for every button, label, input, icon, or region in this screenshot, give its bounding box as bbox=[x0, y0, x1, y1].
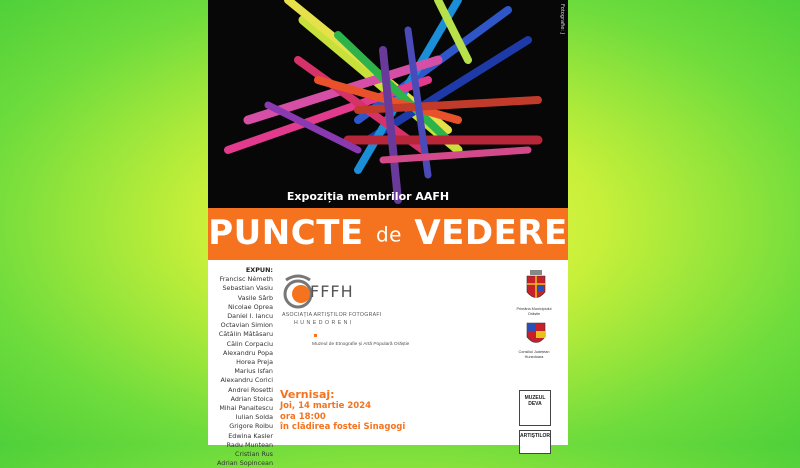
artist-name: Mihai Panaitescu bbox=[219, 404, 273, 413]
title-word-2: VEDERE bbox=[414, 213, 568, 253]
vernisaj-date: Joi, 14 martie 2024 bbox=[280, 401, 372, 411]
pencils-illustration bbox=[208, 0, 568, 208]
artist-name: Radu Muntean bbox=[226, 440, 273, 449]
vernisaj-place: în clădirea fostei Sinagogi bbox=[280, 422, 406, 432]
museum-deva-logo: MUZEUL DEVA bbox=[519, 390, 551, 426]
title-word-1: PUNCTE bbox=[208, 213, 364, 253]
exhibition-subtitle: Expoziția membrilor AAFH bbox=[286, 190, 450, 203]
vernisaj-time: ora 18:00 bbox=[280, 411, 326, 422]
artist-list bbox=[217, 266, 273, 468]
aafh-logo bbox=[280, 270, 390, 340]
artist-name: Alexandru Popa bbox=[223, 348, 273, 357]
sponsor-caption-hunedoara: Consiliul Județean Hunedoara bbox=[518, 350, 550, 359]
colored-pencils-photo bbox=[208, 0, 568, 208]
artist-name: Cristian Rus bbox=[234, 450, 273, 459]
artist-name: Sebastian Vasiu bbox=[222, 284, 273, 293]
artist-name: Daniel I. Iancu bbox=[227, 312, 273, 321]
title-band bbox=[208, 208, 568, 260]
artist-name: Cătălin Mătăsaru bbox=[218, 330, 273, 339]
artist-name: Horea Preja bbox=[236, 358, 273, 367]
title-word-de: de bbox=[375, 222, 402, 247]
vernisaj-block bbox=[280, 388, 405, 433]
artist-name: Edwina Kasler bbox=[228, 431, 273, 440]
artist-name: Vasile Sârb bbox=[237, 293, 273, 302]
artist-name: Grigore Roibu bbox=[229, 422, 273, 431]
artists-logo: ARTIȘTILOR bbox=[519, 430, 551, 454]
vernisaj-label: Vernisaj: bbox=[280, 388, 335, 401]
artist-name: Adrian Stoica bbox=[230, 394, 273, 403]
artist-name: Francisc Németh bbox=[219, 275, 273, 284]
artist-name: Andrei Rosetti bbox=[228, 385, 273, 394]
museum-name: Muzeul de Etnografie și Artă Populară Orăștie bbox=[312, 342, 410, 347]
photo-credit: Fotografie: J bbox=[559, 4, 565, 35]
artist-name: Iulian Solda bbox=[235, 413, 273, 422]
logo-association-name: ASOCIAȚIA ARTIȘTILOR FOTOGRAFI bbox=[282, 312, 382, 318]
artist-name: Nicolae Oprea bbox=[227, 302, 273, 311]
logo-association-region: HUNEDORENI bbox=[294, 320, 354, 326]
artist-name: Călin Corpaciu bbox=[226, 339, 273, 348]
hunedoara-coat-of-arms-icon bbox=[526, 322, 546, 348]
logo-letters: FFFH bbox=[310, 282, 354, 301]
artist-list-heading: EXPUN: bbox=[245, 266, 273, 274]
museum-bullet bbox=[314, 334, 317, 337]
exhibition-title bbox=[208, 213, 568, 253]
artist-name: Alexandru Corici bbox=[220, 376, 273, 385]
orastie-coat-of-arms-icon bbox=[526, 270, 546, 304]
artist-name: Adrian Sopincean bbox=[217, 459, 273, 468]
artist-name: Octavian Simion bbox=[220, 321, 273, 330]
artist-name: Marius Isfan bbox=[234, 367, 273, 376]
sponsor-caption-orastie: Primăria Municipiului Orăștie bbox=[516, 307, 552, 316]
exhibition-poster bbox=[208, 0, 568, 468]
